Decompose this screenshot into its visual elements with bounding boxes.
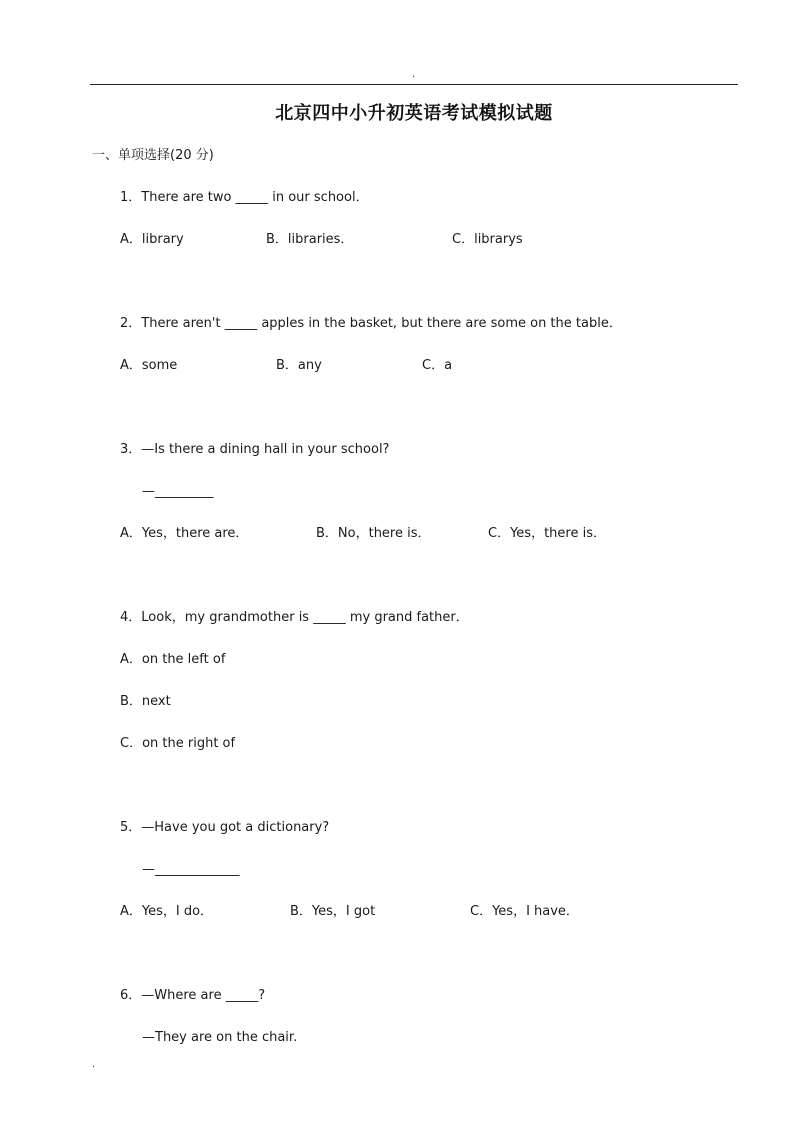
question-2-option-a: A．some [120, 358, 178, 373]
footer-dot: . [92, 1059, 96, 1070]
question-5-option-c: C．Yes，I have． [470, 904, 579, 919]
question-5-option-a: A．Yes，I do． [120, 904, 214, 919]
question-3-option-c: C．Yes，there is． [488, 526, 606, 541]
question-3-stem: 3．—Is there a dining hall in your school? [120, 442, 390, 457]
question-4-option-c: C．on the right of [120, 736, 236, 751]
question-5-stem: 5．—Have you got a dictionary? [120, 820, 330, 835]
question-1-option-a: A．library [120, 232, 184, 247]
question-5-option-b: B．Yes，I got [290, 904, 376, 919]
header-rule [90, 84, 738, 85]
question-6-answer-line: —They are on the chair. [142, 1030, 298, 1045]
section-heading: 一、单项选择(20 分) [92, 148, 214, 163]
question-2-stem: 2．There aren't _____ apples in the basket, but there are some on the table． [120, 316, 622, 331]
question-3-option-a: A．Yes，there are． [120, 526, 249, 541]
question-3-option-b: B．No，there is． [316, 526, 431, 541]
question-2-option-b: B．any [276, 358, 322, 373]
question-3-answer-line: —_________ [142, 484, 214, 499]
question-5-answer-line: —_____________ [142, 862, 240, 877]
question-4-stem: 4．Look，my grandmother is _____ my grand father． [120, 610, 469, 625]
question-1-option-c: C．librarys [452, 232, 523, 247]
question-4-option-a: A．on the left of [120, 652, 226, 667]
page-title: 北京四中小升初英语考试模拟试题 [275, 103, 553, 124]
question-1-stem: 1．There are two _____ in our school． [120, 190, 369, 205]
question-6-stem: 6．—Where are _____? [120, 988, 266, 1003]
question-2-option-c: C．a [422, 358, 453, 373]
question-1-option-b: B．libraries． [266, 232, 354, 247]
header-dot: . [412, 69, 416, 80]
question-4-option-b: B．next [120, 694, 171, 709]
